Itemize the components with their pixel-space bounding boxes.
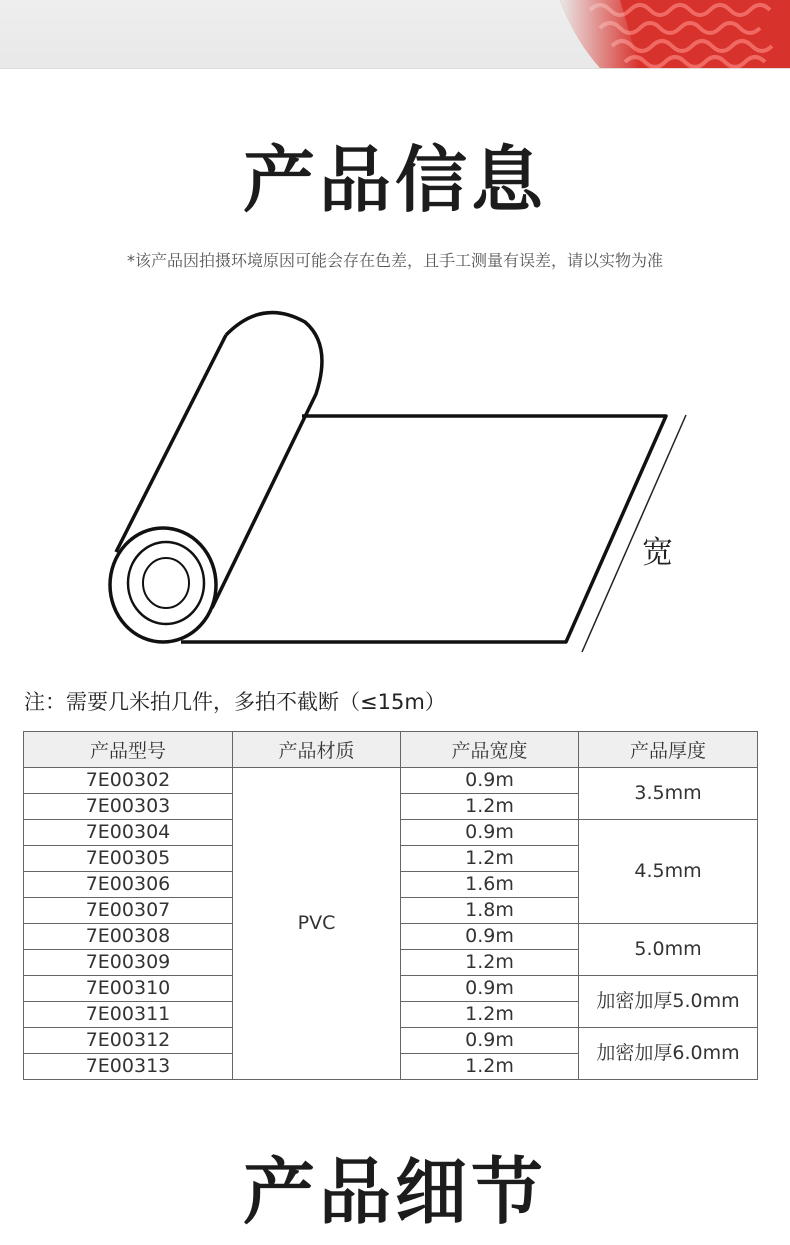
product-detail-title: 产品细节 [242, 1150, 547, 1234]
col-header-width: 产品宽度 [401, 732, 579, 768]
model-cell: 7E00305 [24, 846, 233, 872]
model-cell: 7E00306 [24, 872, 233, 898]
thickness-cell: 加密加厚5.0mm [579, 976, 758, 1028]
mat-roll-diagram [0, 300, 790, 670]
product-spec-table [23, 731, 758, 1080]
model-cell: 7E00309 [24, 950, 233, 976]
color-disclaimer: *该产品因拍摄环境原因可能会存在色差，且手工测量有误差，请以实物为准 [126, 251, 663, 270]
width-cell: 0.9m [401, 924, 579, 950]
model-cell: 7E00312 [24, 1028, 233, 1054]
col-header-material: 产品材质 [233, 732, 401, 768]
width-label: 宽 [642, 535, 673, 571]
width-cell: 1.6m [401, 872, 579, 898]
col-header-model: 产品型号 [24, 732, 233, 768]
model-cell: 7E00310 [24, 976, 233, 1002]
width-cell: 1.8m [401, 898, 579, 924]
table-header-row [24, 732, 758, 768]
thickness-cell: 5.0mm [579, 924, 758, 976]
roll-top-edge [116, 335, 226, 552]
width-cell: 0.9m [401, 768, 579, 794]
width-cell: 1.2m [401, 950, 579, 976]
width-cell: 1.2m [401, 794, 579, 820]
width-cell: 1.2m [401, 846, 579, 872]
model-cell: 7E00303 [24, 794, 233, 820]
width-cell: 1.2m [401, 1002, 579, 1028]
thickness-cell: 加密加厚6.0mm [579, 1028, 758, 1080]
roll-end-inner [143, 558, 189, 608]
col-header-thickness: 产品厚度 [579, 732, 758, 768]
width-cell: 0.9m [401, 1028, 579, 1054]
product-photo-banner [0, 0, 790, 69]
red-mat-photo [0, 0, 790, 68]
roll-end-middle [128, 542, 204, 624]
width-cell: 0.9m [401, 820, 579, 846]
thickness-cell: 3.5mm [579, 768, 758, 820]
width-cell: 0.9m [401, 976, 579, 1002]
model-cell: 7E00311 [24, 1002, 233, 1028]
model-cell: 7E00307 [24, 898, 233, 924]
table-row [24, 768, 758, 794]
model-cell: 7E00302 [24, 768, 233, 794]
purchase-note: 注：需要几米拍几件，多拍不截断（≤15m） [24, 690, 446, 714]
width-cell: 1.2m [401, 1054, 579, 1080]
model-cell: 7E00308 [24, 924, 233, 950]
model-cell: 7E00304 [24, 820, 233, 846]
model-cell: 7E00313 [24, 1054, 233, 1080]
width-dimension-line [582, 415, 686, 652]
roll-body [212, 313, 322, 608]
thickness-cell: 4.5mm [579, 820, 758, 924]
product-info-title: 产品信息 [242, 138, 547, 222]
material-cell: PVC [233, 768, 401, 1080]
sheet-outline [181, 416, 666, 642]
